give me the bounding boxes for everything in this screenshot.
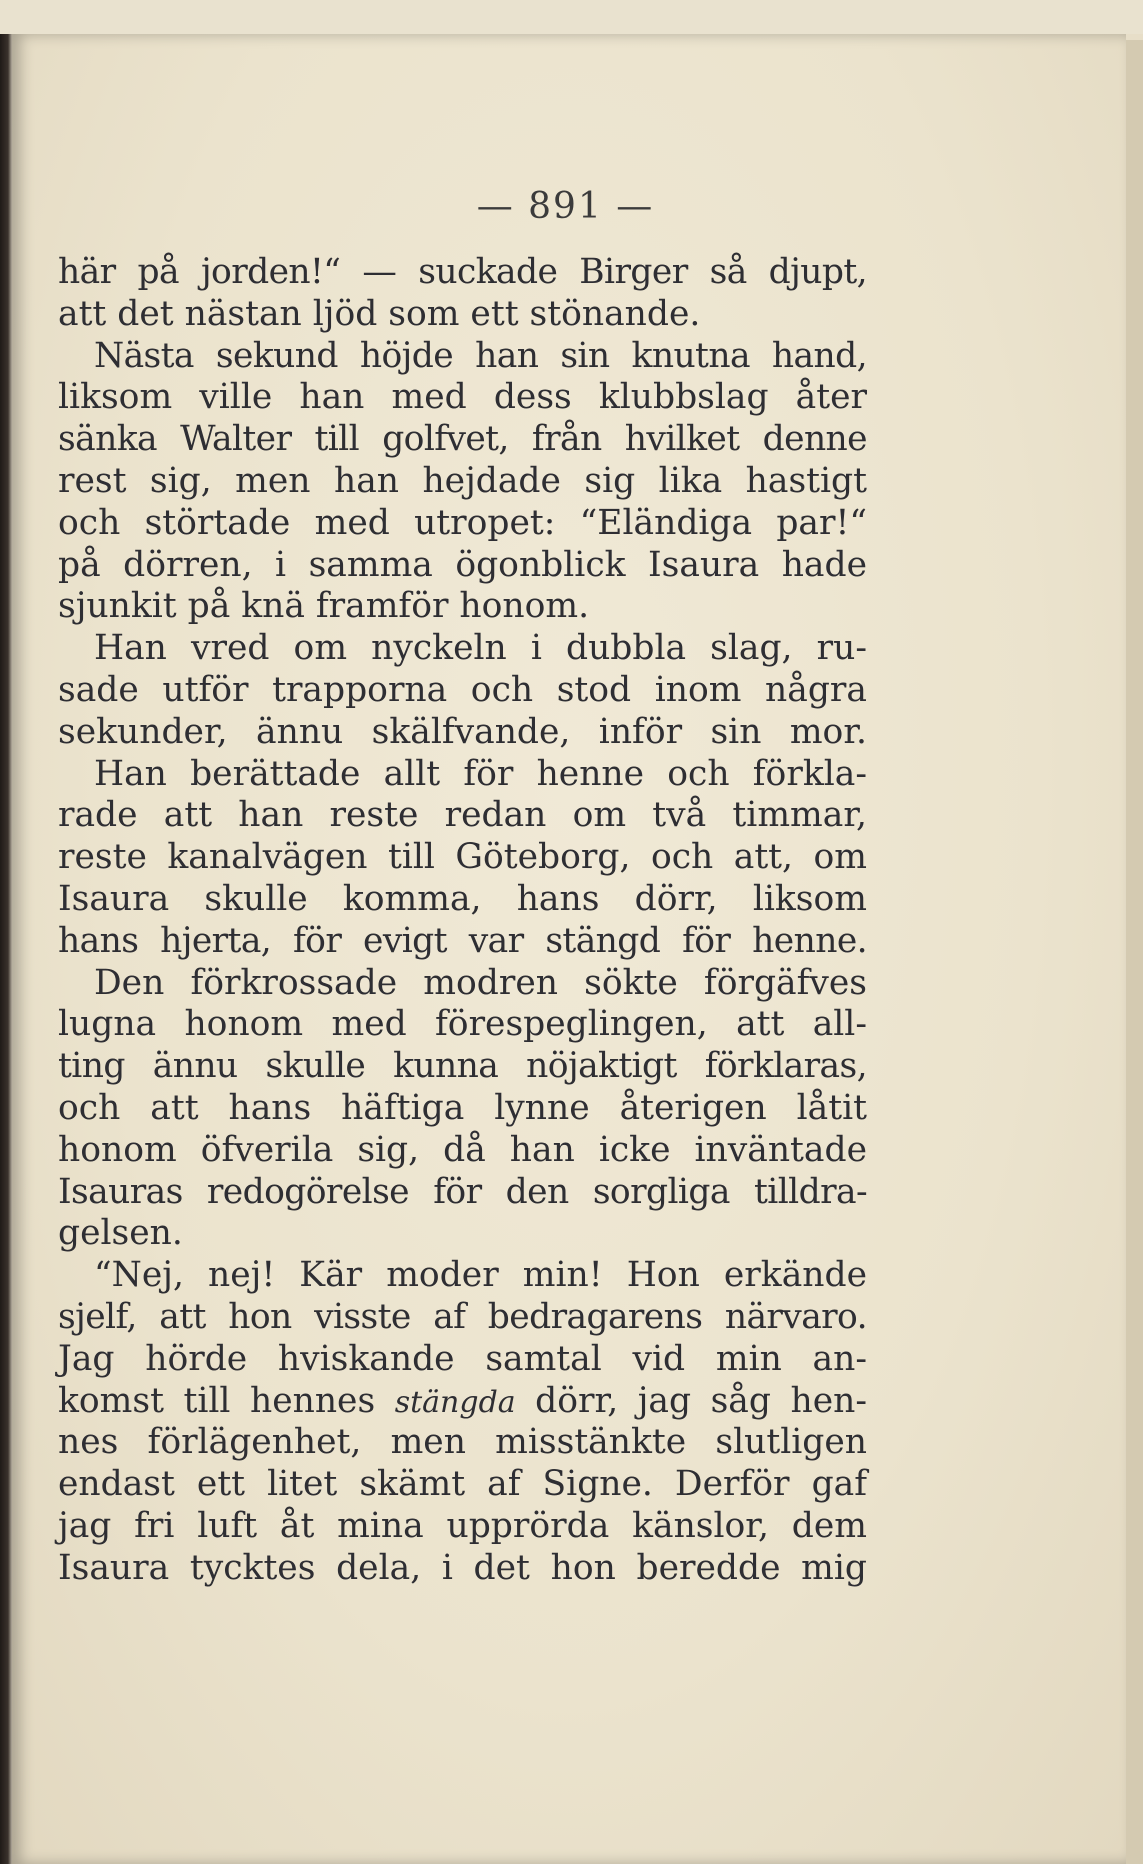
page-top-edge xyxy=(0,0,1143,34)
text-segment: komst till hennes xyxy=(58,1380,395,1421)
text-line: Isaura skulle komma, hans dörr, liksom xyxy=(58,878,867,919)
text-line: reste kanalvägen till Göteborg, och att, om xyxy=(58,837,867,878)
italic-word: stängda xyxy=(394,1384,516,1420)
text-line: honom öfverila sig, då han icke inväntade xyxy=(58,1129,867,1170)
text-line: och att hans häftiga lynne återigen låtit xyxy=(58,1087,867,1128)
text-line: här på jorden!“ — suckade Birger så djupt, xyxy=(58,252,867,292)
page-number: — 891 — xyxy=(476,186,655,227)
text-line: Jag hörde hviskande samtal vid min an- xyxy=(58,1338,867,1379)
text-line: “Nej, nej! Kär moder min! Hon erkände xyxy=(94,1255,867,1296)
text-line: Isaura tycktes dela, i det hon beredde mig xyxy=(58,1547,867,1588)
text-line xyxy=(58,1381,867,1423)
text-line: ting ännu skulle kunna nöjaktigt förklaras, xyxy=(58,1046,867,1087)
text-line: endast ett litet skämt af Signe. Derför gaf xyxy=(58,1464,867,1505)
text-line: och störtade med utropet: “Eländiga par!“ xyxy=(58,502,867,543)
text-line: lugna honom med förespeglingen, att all- xyxy=(58,1004,867,1045)
text-line: sjunkit på knä framför honom. xyxy=(58,586,590,627)
text-line: att det nästan ljöd som ett stönande. xyxy=(58,293,701,334)
text-line: Den förkrossade modren sökte förgäfves xyxy=(94,962,867,1003)
text-line: rest sig, men han hejdade sig lika hastigt xyxy=(58,460,867,501)
text-line: sänka Walter till golfvet, från hvilket denne xyxy=(58,419,867,460)
text-line: Isauras redogörelse för den sorgliga tilldra- xyxy=(58,1171,867,1212)
text-line: Nästa sekund höjde han sin knutna hand, xyxy=(94,335,867,376)
text-line: jag fri luft åt mina upprörda känslor, dem xyxy=(58,1505,867,1546)
text-line: gelsen. xyxy=(58,1213,183,1254)
body-text xyxy=(58,252,867,1590)
text-line: sekunder, ännu skälfvande, inför sin mor. xyxy=(58,711,867,752)
text-line: rade att han reste redan om två timmar, xyxy=(58,795,867,836)
text-line: nes förlägenhet, men misstänkte slutligen xyxy=(58,1422,867,1463)
text-line: hans hjerta, för evigt var stängd för henne. xyxy=(58,920,867,961)
text-line: på dörren, i samma ögonblick Isaura hade xyxy=(58,544,867,585)
text-segment: dörr, jag såg hen- xyxy=(515,1380,867,1421)
text-line: sjelf, att hon visste af bedragarens närvaro. xyxy=(58,1296,867,1337)
text-line: liksom ville han med dess klubbslag åter xyxy=(58,377,867,418)
text-line: Han berättade allt för henne och förkla- xyxy=(94,753,867,794)
text-line: sade utför trapporna och stod inom några xyxy=(58,669,867,710)
page-right-edge xyxy=(1126,40,1143,1864)
text-line: Han vred om nyckeln i dubbla slag, ru- xyxy=(94,628,867,669)
